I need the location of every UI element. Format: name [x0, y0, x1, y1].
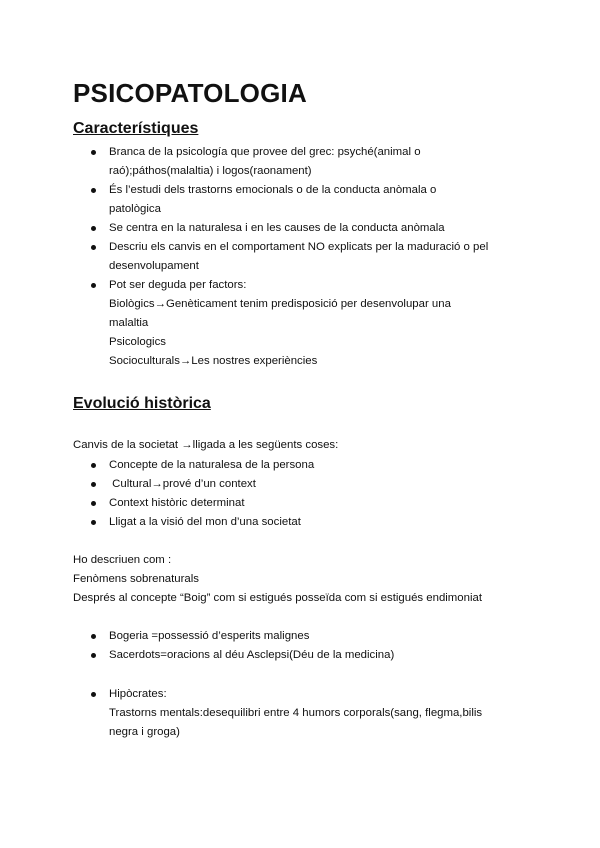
- list-item: Concepte de la naturalesa de la persona: [73, 456, 543, 475]
- list-item: Hipòcrates: Trastorns mentals:desequilibri entre 4 humors corporals(sang, flegma,bilis negra i groga): [73, 685, 543, 742]
- list-item: És l’estudi dels trastorns emocionals o de la conducta anòmala o patològica: [73, 181, 543, 219]
- list-item: Bogeria =possessió d’esperits malignes: [73, 627, 543, 646]
- description-paragraph: Ho descriuen com : Fenòmens sobrenaturals Després al concepte “Boig” com si estigués posseïda com si estigués endimoniat: [73, 554, 483, 604]
- list-item: Lligat a la visió del mon d’una societat: [73, 513, 543, 532]
- page-title: PSICOPATOLOGIA: [73, 78, 307, 108]
- list-item: Se centra en la naturalesa i en les causes de la conducta anòmala: [73, 219, 543, 238]
- list-item: Pot ser deguda per factors: Biològics→Genèticament tenim predisposició per desenvolupar una malaltia Psicologics Socioculturals→Les nostres experiències: [73, 276, 543, 371]
- caracteristiques-list: [73, 143, 543, 371]
- section-heading-caracteristiques: Característiques: [73, 120, 199, 137]
- intro-text: Canvis de la societat →lligada a les següents coses:: [73, 439, 339, 451]
- list-item: Sacerdots=oracions al déu Asclepsi(Déu de la medicina): [73, 646, 543, 665]
- evolucio-list: [73, 456, 543, 532]
- list-item: Branca de la psicología que provee del grec: psyché(animal o raó);páthos(malaltia) i logos(raonament): [73, 143, 543, 181]
- beliefs-list: [73, 627, 543, 665]
- section-heading-evolucio: Evolució històrica: [73, 395, 211, 412]
- list-item: Cultural→prové d’un context: [73, 475, 543, 494]
- list-item: Context històric determinat: [73, 494, 543, 513]
- list-item: Descriu els canvis en el comportament NO explicats per la maduració o pel desenvolupament: [73, 238, 543, 276]
- hipocrates-list: [73, 685, 543, 742]
